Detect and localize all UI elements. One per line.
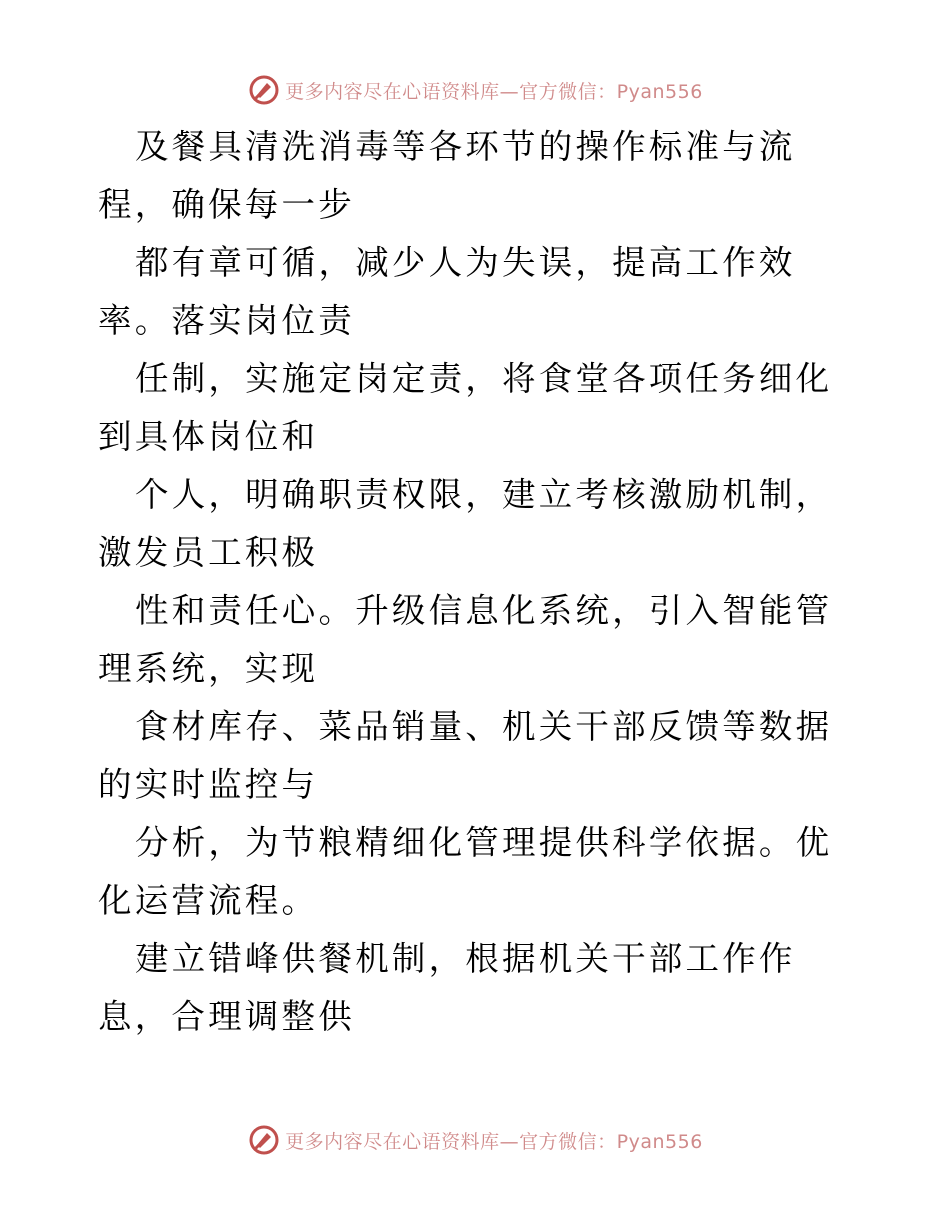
document-body [98, 118, 858, 1046]
paragraph-4: 个人，明确职责权限，建立考核激励机制，激发员工积极 [98, 475, 833, 572]
watermark-text: 更多内容尽在心语资料库—官方微信：Pyan556 [285, 1130, 703, 1153]
logo-icon [247, 1123, 281, 1157]
header-watermark [0, 70, 950, 110]
paragraph-1: 及餐具清洗消毒等各环节的操作标准与流程，确保每一步 [98, 127, 796, 224]
paragraph-6: 食材库存、菜品销量、机关干部反馈等数据的实时监控与 [98, 707, 833, 804]
watermark-text: 更多内容尽在心语资料库—官方微信：Pyan556 [285, 80, 703, 103]
paragraph-7: 分析，为节粮精细化管理提供科学依据。优化运营流程。 [98, 823, 833, 920]
paragraph-8: 建立错峰供餐机制，根据机关干部工作作息，合理调整供 [98, 939, 796, 1036]
paragraph-3: 任制，实施定岗定责，将食堂各项任务细化到具体岗位和 [98, 359, 833, 456]
footer-watermark [0, 1120, 950, 1160]
logo-icon [247, 73, 281, 107]
paragraph-2: 都有章可循，减少人为失误，提高工作效率。落实岗位责 [98, 243, 796, 340]
paragraph-5: 性和责任心。升级信息化系统，引入智能管理系统，实现 [98, 591, 833, 688]
